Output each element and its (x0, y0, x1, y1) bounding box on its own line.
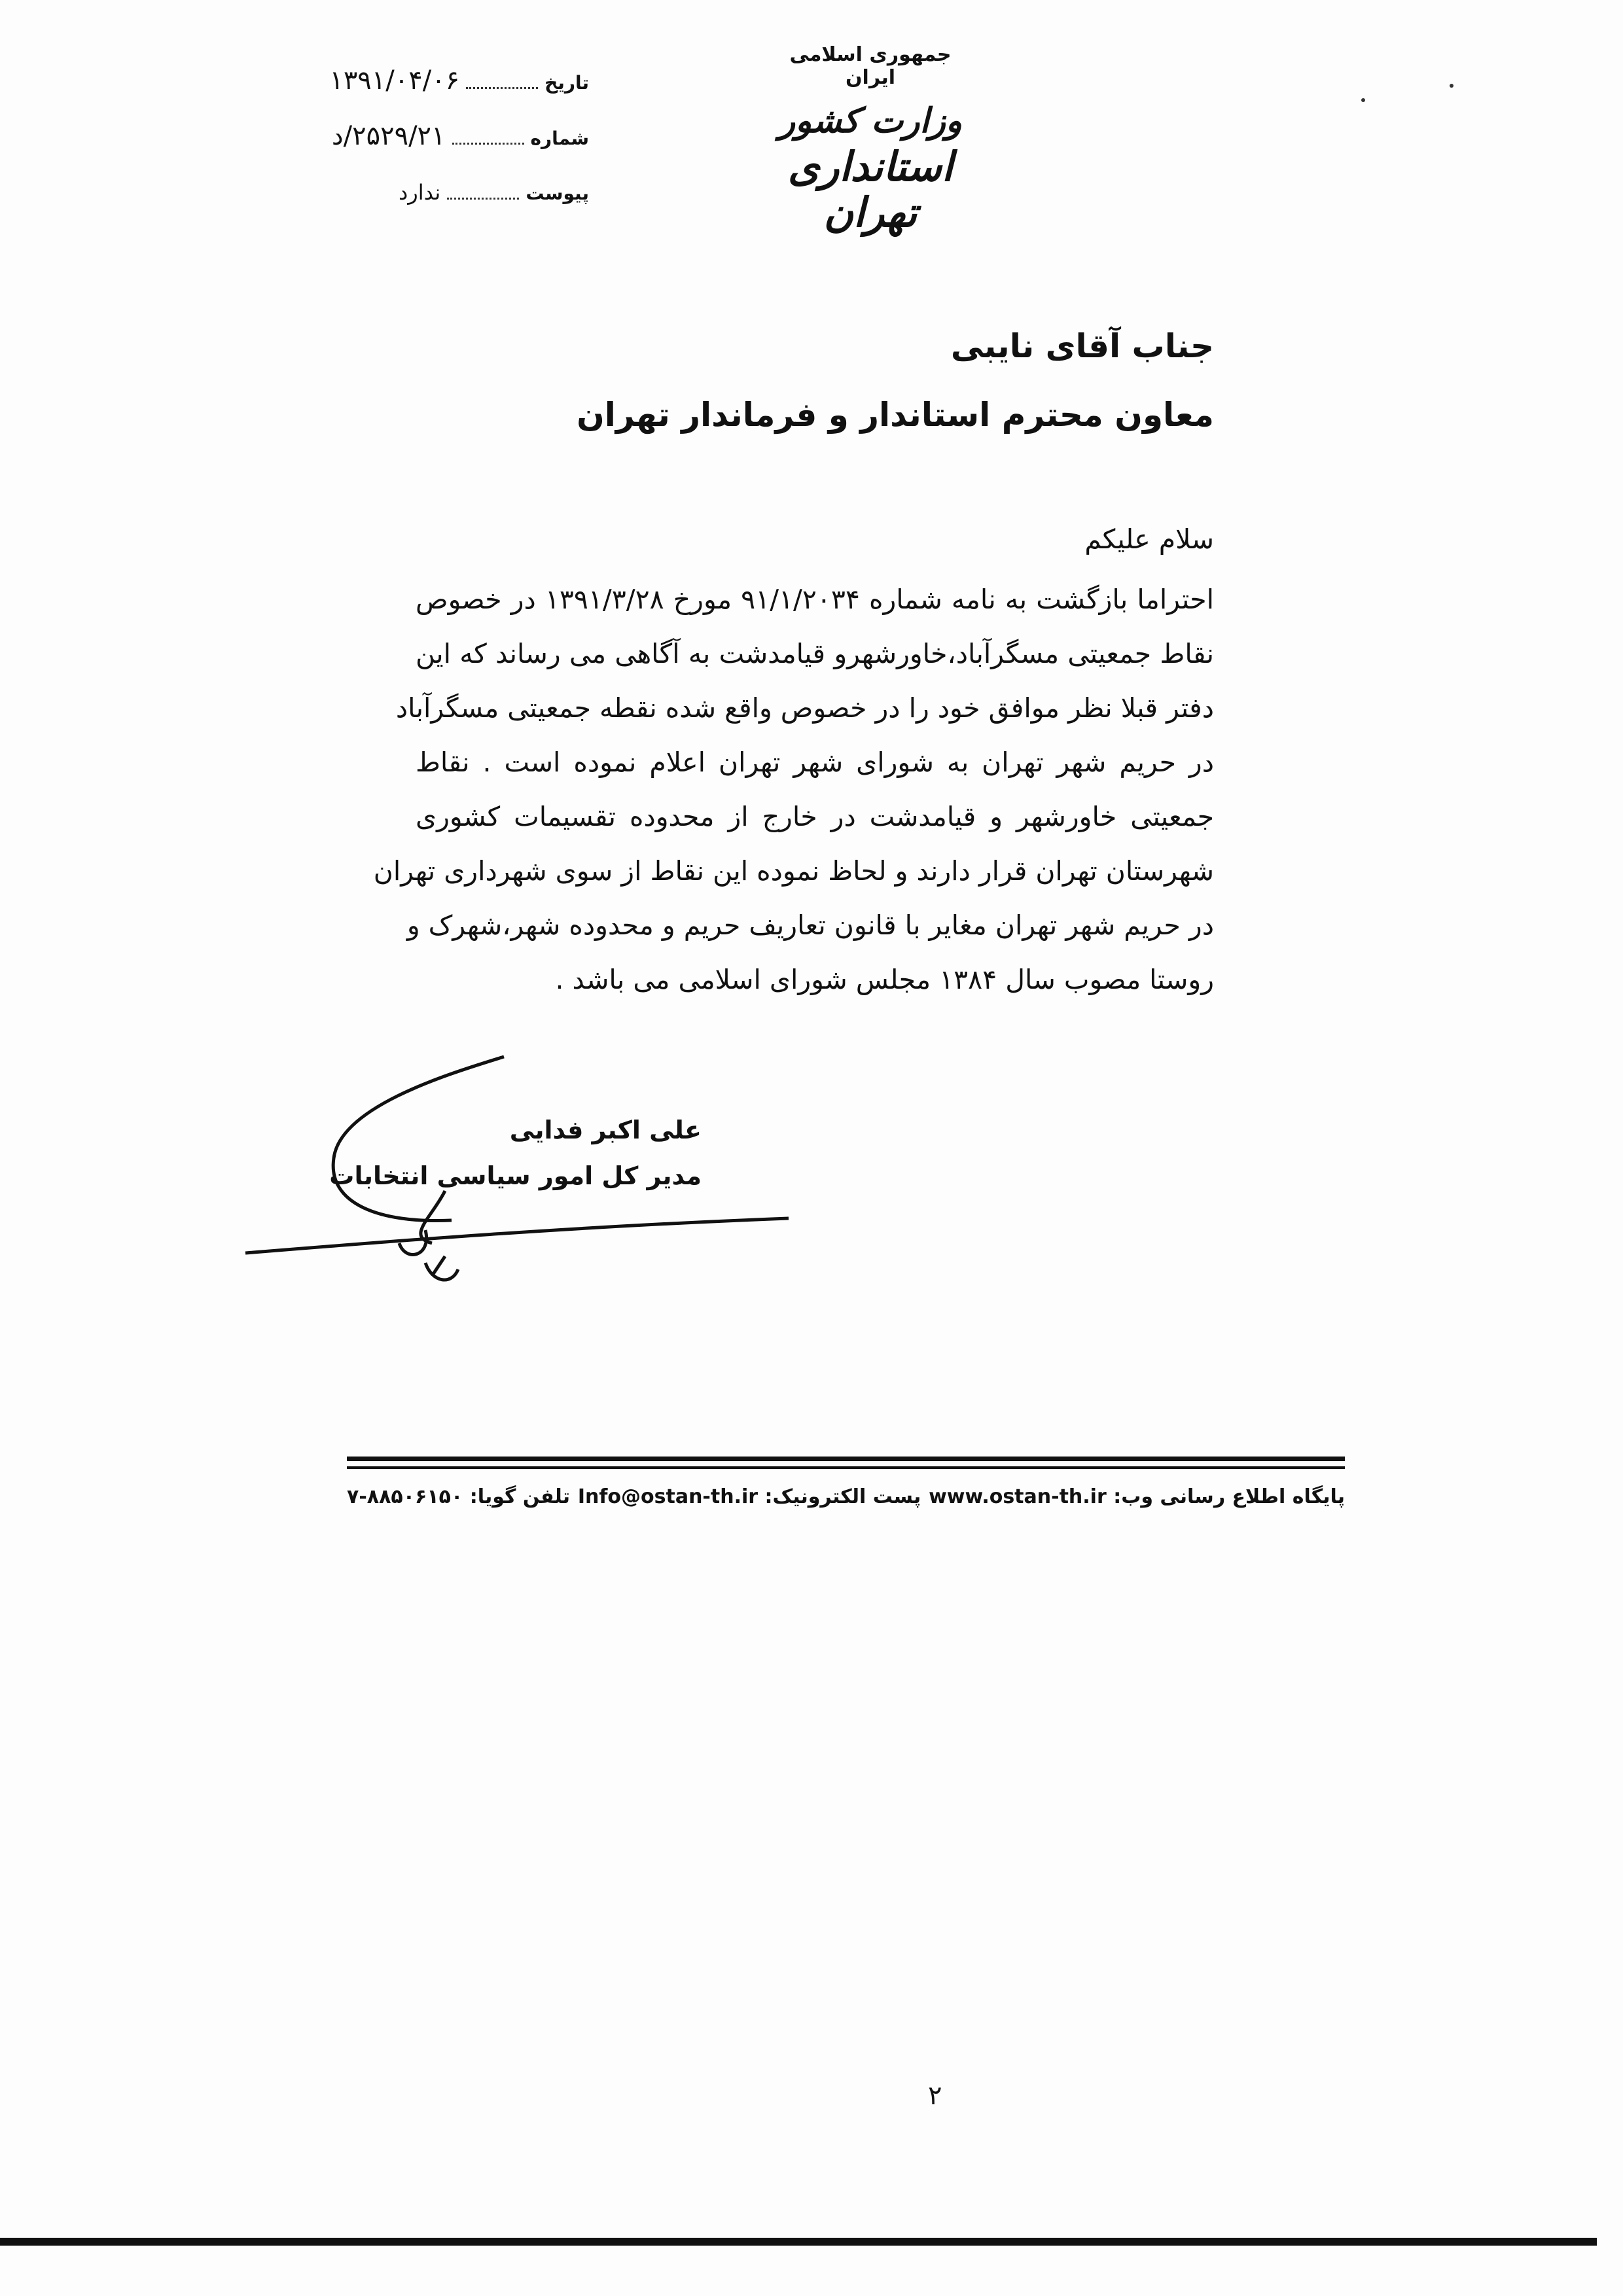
handwritten-signature (236, 1047, 812, 1296)
body-line: در حریم شهر تهران به شورای شهر تهران اعلام نموده است . نقاط (416, 747, 1214, 778)
addressee-title: معاون محترم استاندار و فرماندار تهران (577, 396, 1214, 434)
letter-body (373, 573, 1214, 1007)
speck (1361, 98, 1365, 102)
number-value: ۲۵۲۹/۲۱/د (331, 121, 446, 151)
body-line: شهرستان تهران قرار دارند و لحاظ نموده این نقاط از سوی شهرداری تهران (373, 855, 1214, 887)
attachment-value: ندارد (399, 180, 441, 205)
footer-email: پست الکترونیک: Info@ostan-th.ir (577, 1485, 921, 1508)
body-line: روستا مصوب سال ۱۳۸۴ مجلس شورای اسلامی می باشد . (555, 964, 1214, 995)
page-number: ۲ (928, 2081, 942, 2111)
signer-title: مدیر کل امور سیاسی انتخابات (329, 1161, 702, 1190)
body-line: احتراما بازگشت به نامه شماره ۹۱/۱/۲۰۳۴ مورخ ۱۳۹۱/۳/۲۸ در خصوص (416, 584, 1214, 615)
footer-contact (347, 1485, 1345, 1508)
ministry-name: وزارت کشور (779, 101, 962, 141)
number-label: شماره (530, 128, 589, 149)
date-value: ۱۳۹۱/۰۴/۰۶ (329, 65, 460, 96)
number-field (262, 121, 589, 151)
dotted-line (466, 80, 538, 89)
footer-phone: تلفن گویا: ۸۸۵۰۶۱۵۰-۷ (347, 1485, 571, 1508)
body-line: در حریم شهر تهران مغایر با قانون تعاریف حریم و محدوده شهر،شهرک و (406, 910, 1214, 941)
attachment-field (262, 180, 589, 205)
greeting: سلام علیکم (1084, 523, 1214, 555)
dotted-line (447, 191, 519, 200)
attachment-label: پیوست (526, 183, 589, 204)
dotted-line (452, 136, 524, 145)
republic-header: جمهوری اسلامی ایران (789, 43, 952, 89)
speck (1450, 84, 1454, 88)
signer-name: علی اکبر فدایی (509, 1116, 702, 1144)
body-line: نقاط جمعیتی مسگرآباد،خاورشهرو قیامدشت به آگاهی می رساند که این (416, 638, 1214, 669)
addressee-name: جناب آقای نایبی (950, 327, 1214, 365)
governorate-name: استانداری تهران (787, 143, 954, 236)
footer-website: پایگاه اطلاع رسانی وب: www.ostan-th.ir (929, 1485, 1345, 1508)
footer-rule-top (347, 1457, 1345, 1461)
body-line: دفتر قبلا نظر موافق خود را در خصوص واقع شده نقطه جمعیتی مسگرآباد (395, 692, 1214, 724)
body-line: جمعیتی خاورشهر و قیامدشت در خارج از محدوده تقسیمات کشوری (416, 801, 1214, 832)
date-label: تاریخ (544, 72, 589, 94)
footer-rule-bottom (347, 1466, 1345, 1469)
date-field (262, 65, 589, 96)
ministry-logo-text (753, 98, 988, 236)
scan-edge-bar (0, 2238, 1597, 2246)
